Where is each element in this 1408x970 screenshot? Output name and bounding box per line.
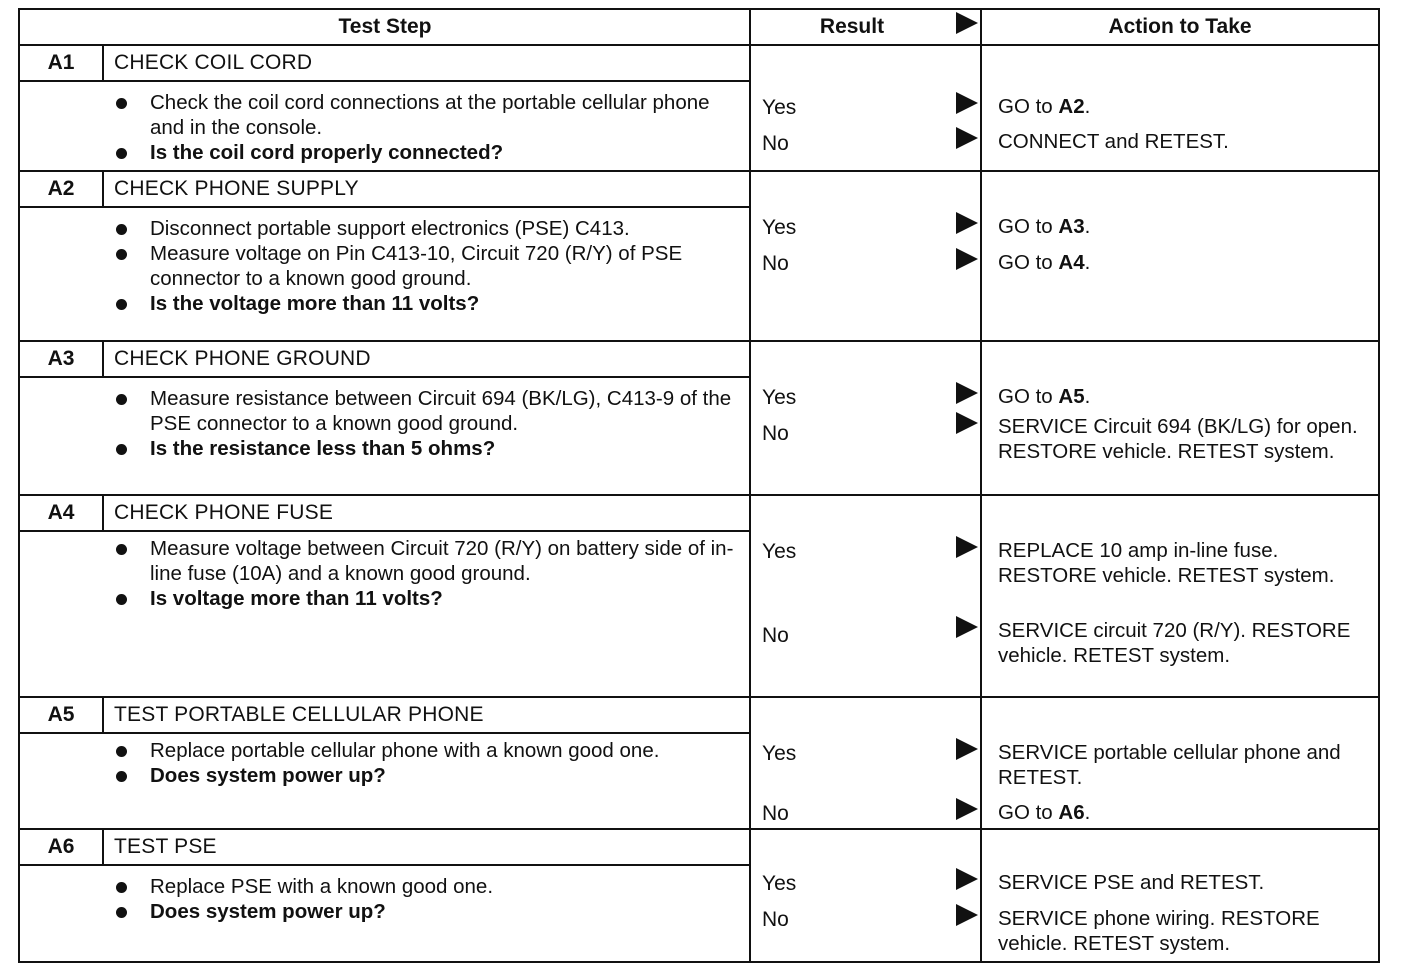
arrow-right-icon (956, 248, 978, 270)
arrow-right-icon (956, 868, 978, 890)
instruction-text: Is the voltage more than 11 volts? (150, 292, 480, 315)
step-question (112, 140, 742, 165)
step-title: CHECK PHONE SUPPLY (114, 177, 359, 200)
bullet-icon (116, 594, 127, 605)
bullet-icon (116, 224, 127, 235)
step-question (112, 436, 742, 461)
arrow-right-icon (956, 798, 978, 820)
step-instructions (112, 738, 742, 788)
action-suffix: . (1084, 801, 1091, 824)
code-divider (102, 496, 104, 530)
instruction-text: Does system power up? (150, 764, 386, 787)
title-rule (20, 530, 749, 532)
title-rule (20, 864, 749, 866)
bullet-icon (116, 148, 127, 159)
instruction-text: Check the coil cord connections at the portable cellular phone and in the console. (150, 91, 710, 139)
action-text: REPLACE 10 amp in-line fuse. RESTORE vehicle. RETEST system. (998, 539, 1335, 587)
step-code: A2 (47, 177, 75, 200)
test-step-table (18, 8, 1380, 963)
action-target-step: A4 (1058, 251, 1085, 274)
instruction-text: Is voltage more than 11 volts? (150, 587, 443, 610)
step-title: TEST PORTABLE CELLULAR PHONE (114, 703, 484, 726)
step-code: A5 (47, 703, 75, 726)
action-to-take (998, 538, 1370, 588)
code-divider (102, 698, 104, 732)
instruction-text: Is the resistance less than 5 ohms? (150, 437, 496, 460)
step-instruction (112, 90, 742, 140)
arrow-right-icon (956, 412, 978, 434)
arrow-right-icon (956, 616, 978, 638)
code-divider (102, 172, 104, 206)
result-no: No (762, 422, 789, 445)
result-no: No (762, 908, 789, 931)
step-question (112, 291, 742, 316)
result-no: No (762, 624, 789, 647)
bullet-icon (116, 746, 127, 757)
header-test-step: Test Step (338, 15, 432, 38)
step-instructions (112, 216, 742, 316)
bullet-icon (116, 98, 127, 109)
step-section-a6 (20, 830, 1378, 961)
step-instruction (112, 241, 742, 291)
step-instruction (112, 386, 742, 436)
instruction-text: Does system power up? (150, 900, 386, 923)
action-text: SERVICE phone wiring. RESTORE vehicle. RETEST system. (998, 907, 1320, 955)
instruction-text: Replace PSE with a known good one. (150, 875, 494, 898)
step-question (112, 899, 742, 924)
action-suffix: . (1084, 95, 1091, 118)
title-rule (20, 732, 749, 734)
code-divider (102, 830, 104, 864)
arrow-right-icon (956, 904, 978, 926)
header-result: Result (819, 15, 885, 38)
step-code: A4 (47, 501, 75, 524)
code-divider (102, 342, 104, 376)
action-target-step: A2 (1058, 95, 1085, 118)
step-instructions (112, 874, 742, 924)
arrow-right-icon (956, 92, 978, 114)
action-to-take (998, 740, 1370, 790)
step-code: A1 (47, 51, 75, 74)
action-to-take (998, 129, 1370, 154)
step-title: CHECK COIL CORD (114, 51, 313, 74)
bullet-icon (116, 249, 127, 260)
step-section-a2 (20, 172, 1378, 340)
result-yes: Yes (762, 216, 797, 239)
action-text: GO to (998, 95, 1059, 118)
action-suffix: . (1084, 251, 1091, 274)
arrow-right-icon (956, 127, 978, 149)
result-yes: Yes (762, 742, 797, 765)
step-instructions (112, 536, 742, 611)
action-to-take (998, 414, 1370, 464)
instruction-text: Measure voltage on Pin C413-10, Circuit 720 (R/Y) of PSE connector to a known good ground. (150, 242, 683, 290)
result-no: No (762, 252, 789, 275)
result-no: No (762, 802, 789, 825)
step-instructions (112, 90, 742, 165)
action-to-take (998, 800, 1370, 825)
arrow-right-icon (956, 382, 978, 404)
result-yes: Yes (762, 872, 797, 895)
step-section-a4 (20, 496, 1378, 696)
action-text: SERVICE portable cellular phone and RETEST. (998, 741, 1341, 789)
arrow-right-icon (956, 212, 978, 234)
step-title: CHECK PHONE FUSE (114, 501, 334, 524)
instruction-text: Is the coil cord properly connected? (150, 141, 504, 164)
arrow-right-icon (956, 738, 978, 760)
action-to-take (998, 618, 1370, 668)
action-to-take (998, 870, 1370, 895)
bullet-icon (116, 771, 127, 782)
instruction-text: Replace portable cellular phone with a known good one. (150, 739, 660, 762)
header-action: Action to Take (1108, 15, 1252, 38)
action-text: SERVICE Circuit 694 (BK/LG) for open. RESTORE vehicle. RETEST system. (998, 415, 1358, 463)
step-code: A6 (47, 835, 75, 858)
title-rule (20, 206, 749, 208)
step-question (112, 763, 742, 788)
step-section-a5 (20, 698, 1378, 828)
action-text: GO to (998, 801, 1059, 824)
step-instruction (112, 536, 742, 586)
instruction-text: Measure resistance between Circuit 694 (BK/LG), C413-9 of the PSE connector to a known good ground. (150, 387, 732, 435)
action-suffix: . (1084, 215, 1091, 238)
action-suffix: . (1084, 385, 1091, 408)
action-to-take (998, 906, 1370, 956)
action-to-take (998, 214, 1370, 239)
action-to-take (998, 94, 1370, 119)
action-text: SERVICE PSE and RETEST. (998, 871, 1265, 894)
bullet-icon (116, 444, 127, 455)
result-no: No (762, 132, 789, 155)
step-instruction (112, 738, 742, 763)
step-question (112, 586, 742, 611)
code-divider (102, 46, 104, 80)
bullet-icon (116, 907, 127, 918)
step-instruction (112, 216, 742, 241)
bullet-icon (116, 544, 127, 555)
action-to-take (998, 250, 1370, 275)
title-rule (20, 376, 749, 378)
action-text: CONNECT and RETEST. (998, 130, 1229, 153)
action-text: GO to (998, 251, 1059, 274)
instruction-text: Disconnect portable support electronics (PSE) C413. (150, 217, 630, 240)
action-target-step: A3 (1058, 215, 1085, 238)
action-text: SERVICE circuit 720 (R/Y). RESTORE vehicle. RETEST system. (998, 619, 1351, 667)
bullet-icon (116, 882, 127, 893)
arrow-right-icon (956, 536, 978, 558)
bullet-icon (116, 394, 127, 405)
step-instruction (112, 874, 742, 899)
step-instructions (112, 386, 742, 461)
bullet-icon (116, 299, 127, 310)
step-section-a3 (20, 342, 1378, 494)
instruction-text: Measure voltage between Circuit 720 (R/Y) on battery side of in-line fuse (10A) and a known good ground. (150, 537, 734, 585)
action-to-take (998, 384, 1370, 409)
result-yes: Yes (762, 386, 797, 409)
result-yes: Yes (762, 96, 797, 119)
title-rule (20, 80, 749, 82)
action-target-step: A6 (1058, 801, 1085, 824)
header-arrow-icon (956, 12, 978, 34)
result-yes: Yes (762, 540, 797, 563)
step-section-a1 (20, 46, 1378, 170)
action-text: GO to (998, 385, 1059, 408)
action-text: GO to (998, 215, 1059, 238)
step-code: A3 (47, 347, 75, 370)
step-title: TEST PSE (114, 835, 217, 858)
action-target-step: A5 (1058, 385, 1085, 408)
step-title: CHECK PHONE GROUND (114, 347, 371, 370)
